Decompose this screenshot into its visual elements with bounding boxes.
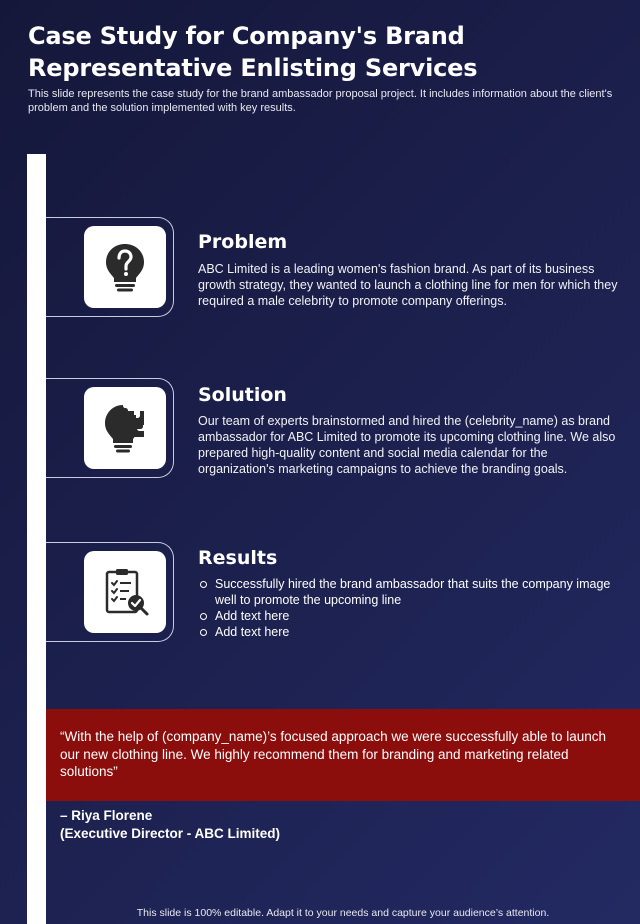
lightbulb-puzzle-icon (98, 401, 152, 455)
problem-icon-box (84, 226, 166, 308)
results-card (46, 542, 174, 642)
problem-card (46, 217, 174, 317)
author-role: (Executive Director - ABC Limited) (60, 825, 281, 841)
lightbulb-question-icon (98, 240, 152, 294)
results-bullet-1: Successfully hired the brand ambassador that suits the company image well to promote the upcoming line (198, 576, 618, 608)
testimonial-author (60, 807, 620, 842)
solution-icon-box (84, 387, 166, 469)
problem-text: ABC Limited is a leading women's fashion brand. As part of its business growth strategy, they wanted to launch a clothing line for men for which they required a male celebrity to promote company offerings. (198, 262, 618, 308)
results-list (198, 576, 618, 640)
results-bullet-3: Add text here (198, 624, 618, 640)
solution-text: Our team of experts brainstormed and hired the (celebrity_name) as brand ambassador for ABC Limited to promote its upcoming clothing line. We also prepared high-quality content and social media calendar for the organization's marketing campaigns to achieve the branding goals. (198, 414, 616, 476)
results-icon-box (84, 551, 166, 633)
clipboard-checklist-icon (98, 565, 152, 619)
testimonial-band (46, 709, 640, 801)
solution-card (46, 378, 174, 478)
footer-note: This slide is 100% editable. Adapt it to your needs and capture your audience’s attention. (136, 907, 550, 919)
solution-title: Solution (198, 384, 287, 406)
results-title: Results (198, 547, 278, 569)
testimonial-quote: “With the help of (company_name)’s focused approach we were successfully able to launch our new clothing line. We highly recommend them for branding and marketing related solutions” (60, 729, 607, 779)
problem-title: Problem (198, 231, 288, 253)
page-subtitle: This slide represents the case study for the brand ambassador proposal project. It includes information about the client's problem and the solution implemented with key results. (28, 88, 613, 114)
timeline-bar (27, 154, 46, 924)
author-name: – Riya Florene (60, 808, 153, 823)
page-title: Case Study for Company's Brand Representative Enlisting Services (28, 22, 478, 82)
results-bullet-2: Add text here (198, 608, 618, 624)
